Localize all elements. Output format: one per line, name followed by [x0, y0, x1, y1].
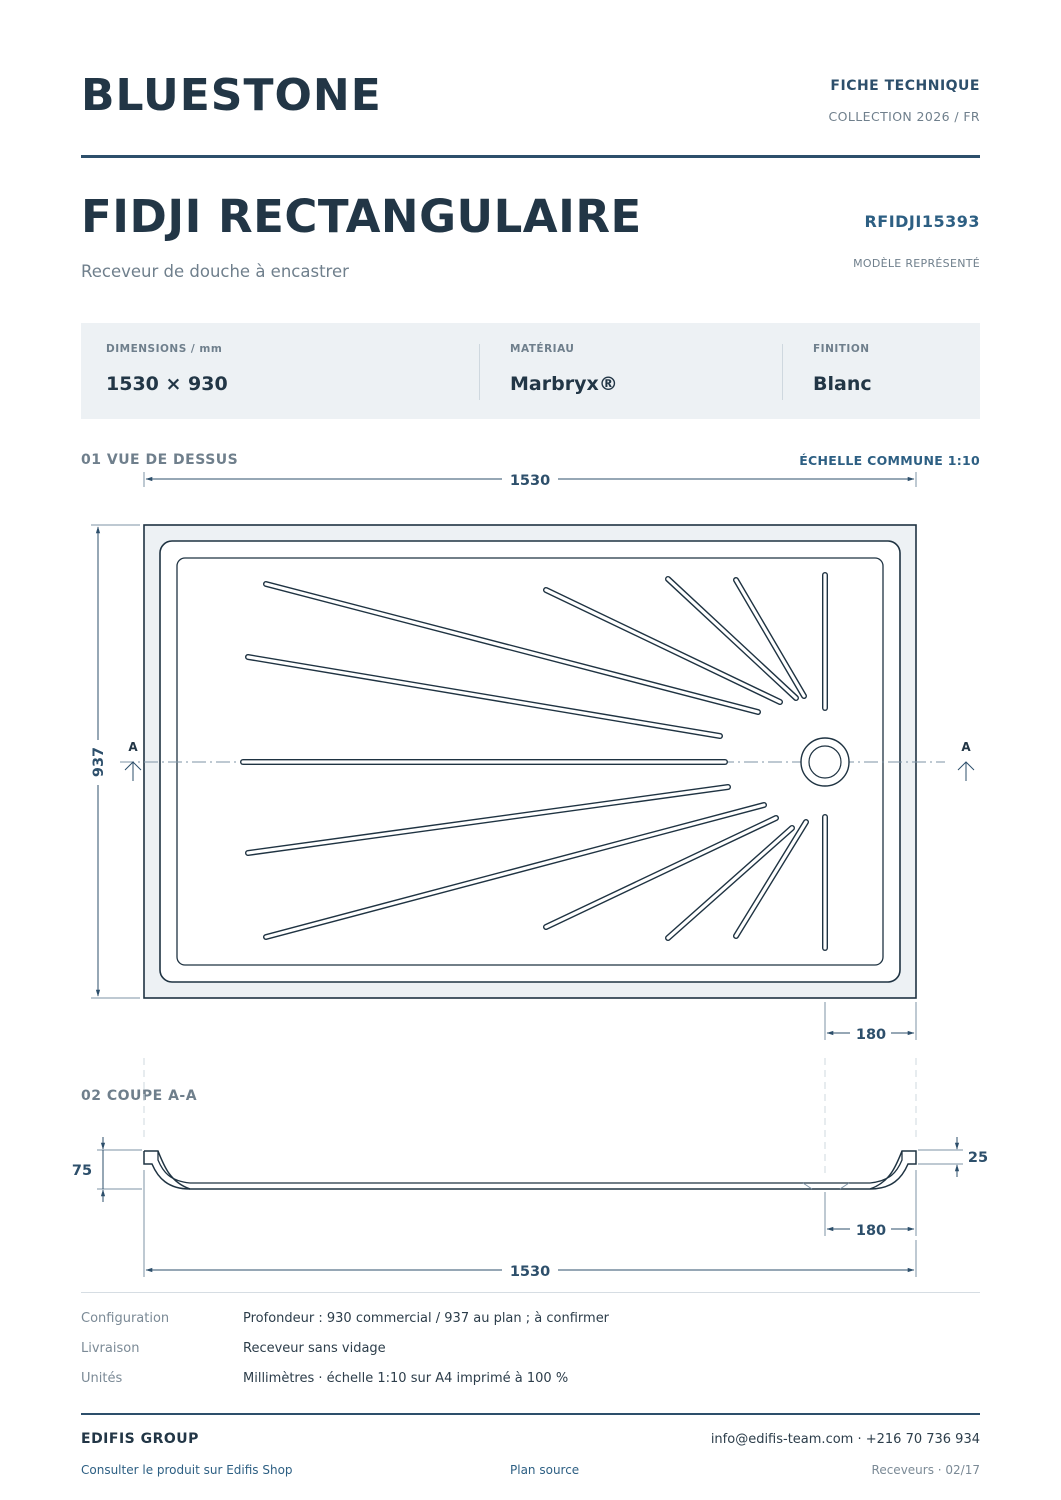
page-indicator: Receveurs · 02/17	[871, 1463, 980, 1477]
spec-label: MATÉRIAU	[510, 343, 575, 355]
product-title: FIDJI RECTANGULAIRE	[81, 190, 642, 243]
spec-value: 1530 × 930	[106, 373, 228, 395]
product-reference: RFIDJI15393	[864, 212, 980, 231]
product-subtitle: Receveur de douche à encastrer	[81, 262, 349, 281]
dimension-width: 937	[91, 746, 107, 778]
spec-value: Blanc	[813, 373, 872, 395]
info-label: Unités	[81, 1371, 123, 1386]
info-label: Configuration	[81, 1311, 170, 1326]
source-plan-link[interactable]: Plan source	[510, 1463, 580, 1477]
section-marker-right: A	[961, 740, 971, 754]
dimension-height: 75	[71, 1163, 93, 1179]
info-value: Receveur sans vidage	[243, 1341, 386, 1356]
section-view-title: 02 COUPE A-A	[81, 1088, 198, 1104]
top-view-title: 01 VUE DE DESSUS	[81, 452, 239, 468]
info-value: Profondeur : 930 commercial / 937 au plan ; à confirmer	[243, 1311, 610, 1326]
brand-logo: BLUESTONE	[81, 70, 382, 121]
scale-label: ÉCHELLE COMMUNE 1:10	[799, 453, 980, 468]
projection-guides	[144, 1058, 916, 1175]
dimension-length-section: 1530	[509, 1264, 551, 1280]
dimension-length-top: 1530	[509, 473, 551, 489]
info-label: Livraison	[81, 1341, 140, 1356]
contact-info[interactable]: info@edifis-team.com · +216 70 736 934	[710, 1432, 980, 1447]
dimension-drain-section: 180	[855, 1223, 887, 1239]
spec-label: FINITION	[813, 343, 870, 355]
section-marker-left: A	[128, 740, 138, 754]
footer-divider	[81, 1413, 980, 1415]
spec-value: Marbryx®	[510, 373, 618, 395]
section-view	[72, 1137, 988, 1280]
spec-label: DIMENSIONS / mm	[106, 343, 223, 355]
info-value: Millimètres · échelle 1:10 sur A4 imprimé à 100 %	[243, 1371, 569, 1386]
dimension-drain-top: 180	[855, 1027, 887, 1043]
info-divider	[81, 1292, 980, 1293]
top-view	[91, 472, 974, 1043]
shop-link[interactable]: Consulter le produit sur Edifis Shop	[81, 1463, 293, 1477]
company-name: EDIFIS GROUP	[81, 1431, 199, 1447]
document-type: FICHE TECHNIQUE	[830, 78, 980, 94]
reference-note: MODÈLE REPRÉSENTÉ	[853, 257, 980, 270]
collection-label: COLLECTION 2026 / FR	[828, 109, 980, 124]
dimension-rim: 25	[967, 1150, 989, 1166]
